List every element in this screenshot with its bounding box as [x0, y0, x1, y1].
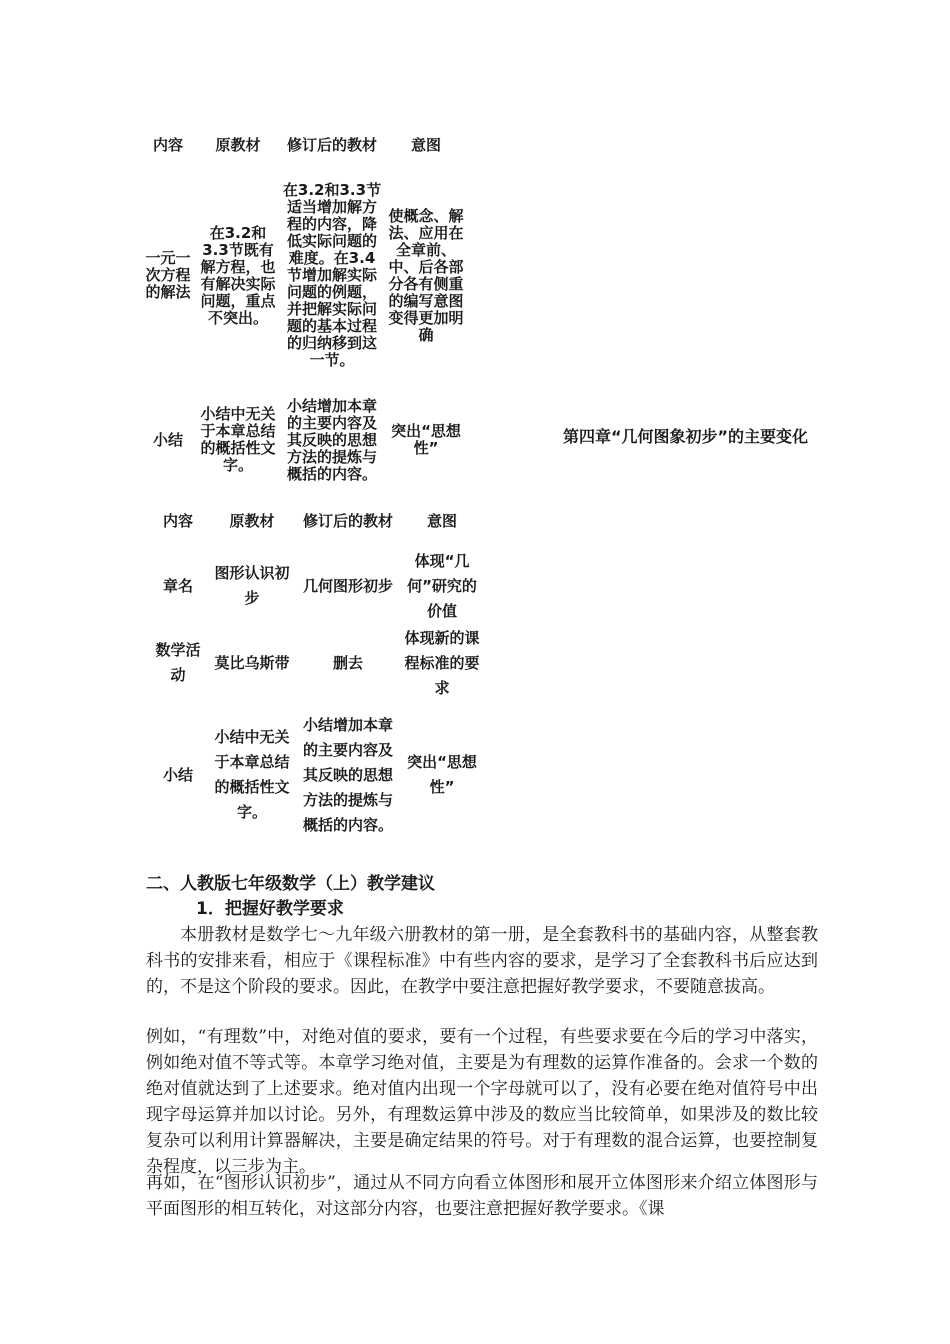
cell-original: 莫比乌斯带 — [214, 653, 290, 672]
revision-table-chapter4 — [152, 495, 522, 849]
table-row — [142, 388, 502, 492]
cell-original: 小结中无关于本章总结的概括性文字。 — [200, 405, 276, 474]
header-content: 内容 — [152, 135, 183, 154]
table-row — [152, 547, 522, 625]
cell-original: 小结中无关于本章总结的概括性文字。 — [214, 728, 290, 821]
cell-content: 小结 — [162, 765, 193, 784]
paragraph: 例如，“有理数”中，对绝对值的要求，要有一个过程，有些要求要在今后的学习中落实，例如绝对值不等式等。本章学习绝对值，主要是为有理数的运算作准备的。会求一个数的绝对值就达到了上述要求。绝对值内出现一个字母就可以了，没有必要在绝对值符号中出现字母运算并加以讨论。另外，有理数运算中涉及的数应当比较简单，如果涉及的数比较复杂可以利用计算器解决，主要是确定结果的符号。对于有理数的混合运算，也要控制复杂程度，以三步为主。 — [146, 1027, 818, 1177]
header-original: 原教材 — [215, 135, 261, 154]
cell-intent: 突出“思想性” — [391, 422, 461, 457]
header-intent: 意图 — [410, 135, 441, 154]
cell-original: 图形认识初步 — [214, 564, 290, 607]
revision-table-chapter3 — [142, 127, 502, 492]
cell-revised: 小结增加本章的主要内容及其反映的思想方法的提炼与概括的内容。 — [302, 715, 393, 834]
cell-revised: 几何图形初步 — [302, 576, 393, 595]
cell-revised: 删去 — [332, 653, 363, 672]
header-revised: 修订后的教材 — [302, 511, 393, 530]
table-row — [142, 163, 502, 388]
paragraph: 本册教材是数学七～九年级六册教材的第一册，是全套教科书的基础内容，从整套教科书的安排来看，相应于《课程标准》中有些内容的要求，是学习了全套教科书后应达到的，不是这个阶段的要求。因此，在教学中要注意把握好教学要求，不要随意拔高。 — [146, 925, 818, 997]
table-row — [152, 701, 522, 849]
header-original: 原教材 — [229, 511, 275, 530]
header-revised: 修订后的教材 — [286, 135, 377, 154]
cell-intent: 体现“几何”研究的价值 — [407, 551, 477, 620]
paragraph: 再如，在“图形认识初步”，通过从不同方向看立体图形和展开立体图形来介绍立体图形与平面图形的相互转化，对这部分内容，也要注意把握好教学要求。《课 — [146, 1173, 818, 1219]
cell-intent: 使概念、解法、应用在全章前、中、后各部分各有侧重的编写意图变得更加明确 — [388, 206, 464, 344]
cell-content: 小结 — [152, 430, 183, 449]
table-header-row — [142, 127, 502, 163]
header-intent: 意图 — [426, 511, 457, 530]
table-header-row — [152, 495, 522, 547]
cell-revised: 在3.2和3.3节适当增加解方程的内容，降低实际问题的难度。在3.4节增加解实际问题的例题，并把解实际问题的基本过程的归纳移到这一节。 — [282, 181, 382, 369]
cell-intent: 体现新的课程标准的要求 — [404, 628, 480, 697]
cell-revised: 小结增加本章的主要内容及其反映的思想方法的提炼与概括的内容。 — [286, 396, 377, 483]
cell-content: 一元一次方程的解法 — [145, 249, 191, 301]
table-row — [152, 625, 522, 701]
cell-original: 在3.2和3.3节既有解方程，也有解决实际问题，重点不突出。 — [200, 223, 276, 327]
header-content: 内容 — [162, 511, 193, 530]
chapter4-title: 第四章“几何图象初步”的主要变化 — [563, 427, 809, 446]
cell-content: 数学活动 — [155, 641, 201, 684]
section-title: 二、人教版七年级数学（上）教学建议 — [146, 874, 435, 894]
cell-content: 章名 — [162, 576, 193, 595]
subsection-title: 1．把握好教学要求 — [196, 899, 344, 919]
cell-intent: 突出“思想性” — [407, 753, 477, 796]
